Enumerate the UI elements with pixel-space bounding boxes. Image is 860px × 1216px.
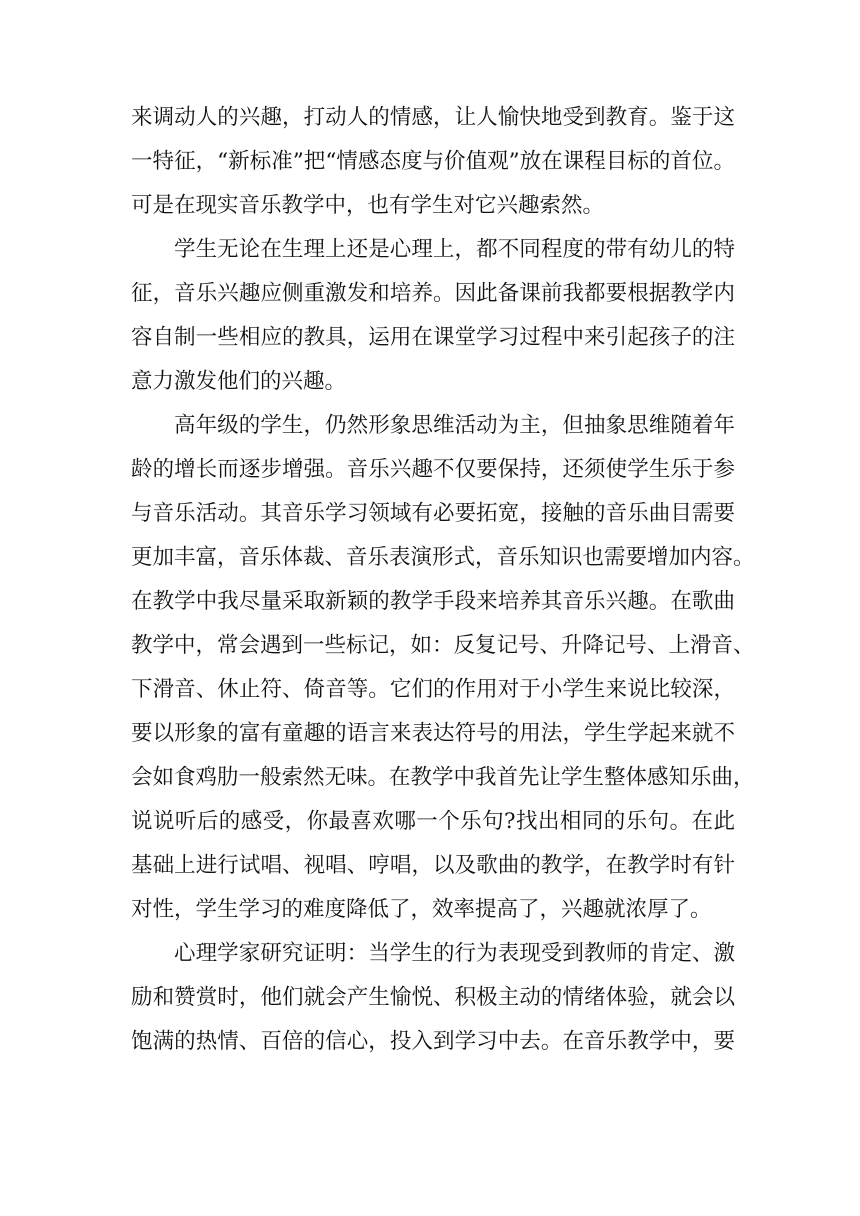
text-line: 龄的增长而逐步增强。音乐兴趣不仅要保持，还须使学生乐于参	[131, 457, 735, 482]
text-line: 饱满的热情、百倍的信心，投入到学习中去。在音乐教学中，要	[131, 1029, 735, 1054]
text-line: 基础上进行试唱、视唱、哼唱，以及歌曲的教学，在教学时有针	[131, 853, 735, 878]
paragraph-2	[131, 228, 735, 404]
text-line: 下滑音、休止符、倚音等。它们的作用对于小学生来说比较深，	[131, 677, 735, 702]
text-line: 说说听后的感受，你最喜欢哪一个乐句?找出相同的乐句。在此	[131, 809, 735, 834]
text-line: 教学中，常会遇到一些标记，如：反复记号、升降记号、上滑音、	[131, 633, 755, 658]
paragraph-3	[131, 404, 755, 932]
document-body	[131, 96, 755, 1064]
text-line: 对性，学生学习的难度降低了，效率提高了，兴趣就浓厚了。	[131, 897, 712, 922]
text-line: 心理学家研究证明：当学生的行为表现受到教师的肯定、激	[174, 941, 735, 966]
text-line: 高年级的学生，仍然形象思维活动为主，但抽象思维随着年	[174, 413, 735, 438]
paragraph-1	[131, 96, 735, 228]
text-line: 可是在现实音乐教学中，也有学生对它兴趣索然。	[131, 193, 605, 218]
paragraph-4	[131, 932, 735, 1064]
text-line: 要以形象的富有童趣的语言来表达符号的用法，学生学起来就不	[131, 721, 735, 746]
text-line: 会如食鸡肋一般索然无味。在教学中我首先让学生整体感知乐曲，	[131, 765, 755, 790]
text-line: 学生无论在生理上还是心理上，都不同程度的带有幼儿的特	[174, 237, 735, 262]
text-line: 在教学中我尽量采取新颖的教学手段来培养其音乐兴趣。在歌曲	[131, 589, 735, 614]
text-line: 来调动人的兴趣，打动人的情感，让人愉快地受到教育。鉴于这	[131, 105, 735, 130]
text-line: 容自制一些相应的教具，运用在课堂学习过程中来引起孩子的注	[131, 325, 735, 350]
text-line: 励和赞赏时，他们就会产生愉悦、积极主动的情绪体验，就会以	[131, 985, 735, 1010]
text-line: 征，音乐兴趣应侧重激发和培养。因此备课前我都要根据教学内	[131, 281, 735, 306]
text-line: 与音乐活动。其音乐学习领域有必要拓宽，接触的音乐曲目需要	[131, 501, 735, 526]
text-line: 更加丰富，音乐体裁、音乐表演形式，音乐知识也需要增加内容。	[131, 545, 755, 570]
text-line: 意力激发他们的兴趣。	[131, 369, 347, 394]
text-line: 一特征，“新标准”把“情感态度与价值观”放在课程目标的首位。	[131, 149, 735, 174]
